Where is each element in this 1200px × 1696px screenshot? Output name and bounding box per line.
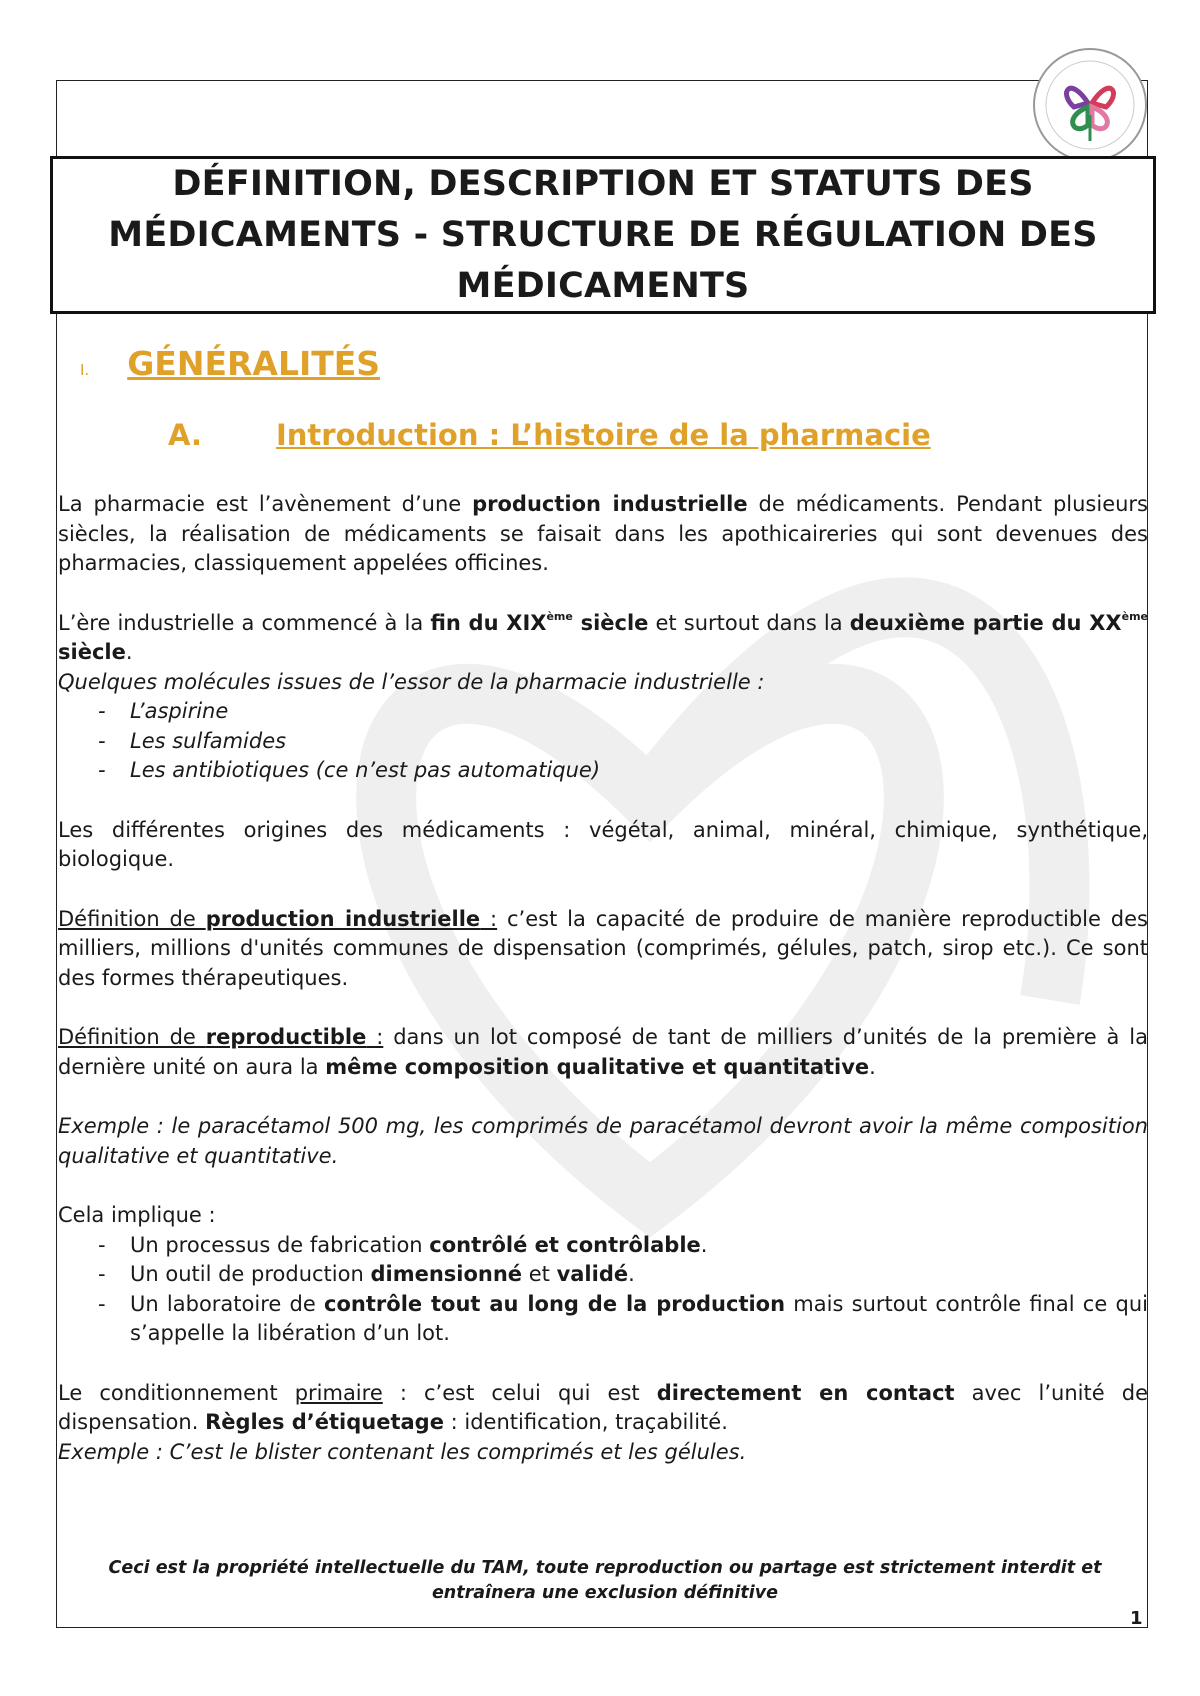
paragraph-industrial-era: L’ère industrielle a commencé à la fin du XIXème siècle et surtout dans la deuxième partie du XXème siècle. bbox=[58, 609, 1148, 664]
subsection-heading bbox=[168, 418, 931, 452]
list-item: - Un processus de fabrication contrôlé et contrôlable. bbox=[58, 1231, 1148, 1261]
clover-hearts-logo-icon bbox=[1030, 45, 1150, 165]
list-item: - Les sulfamides bbox=[58, 727, 1148, 757]
list-item: - Les antibiotiques (ce n’est pas automatique) bbox=[58, 756, 1148, 786]
molecules-intro: Quelques molécules issues de l’essor de la pharmacie industrielle : bbox=[58, 669, 765, 694]
example-paracetamol: Exemple : le paracétamol 500 mg, les comprimés de paracétamol devront avoir la même composition qualitative et quantitative. bbox=[58, 1114, 1148, 1168]
document-title: DÉFINITION, DESCRIPTION ET STATUTS DES MÉDICAMENTS - STRUCTURE DE RÉGULATION DES MÉDICAMENTS bbox=[108, 163, 1098, 306]
definition-production: Définition de production industrielle : c’est la capacité de produire de manière reproductible des milliers, millions d'unités communes de dispensation (comprimés, gélules, patch, sirop etc.). Ce sont des formes thérapeutiques. bbox=[58, 906, 1148, 990]
copyright-footer: Ceci est la propriété intellectuelle du TAM, toute reproduction ou partage est strictement interdit et entraînera une exclusion définitive bbox=[108, 1558, 1102, 1603]
subsection-letter: A. bbox=[168, 418, 202, 452]
document-body bbox=[58, 490, 1148, 1467]
subsection-title: Introduction : L’histoire de la pharmacie bbox=[276, 418, 931, 452]
section-title: GÉNÉRALITÉS bbox=[127, 344, 381, 383]
paragraph-origins: Les différentes origines des médicaments : végétal, animal, minéral, chimique, synthétique, biologique. bbox=[58, 817, 1148, 871]
list-item: - L’aspirine bbox=[58, 697, 1148, 727]
page-number: 1 bbox=[1130, 1608, 1143, 1629]
example-blister: Exemple : C’est le blister contenant les comprimés et les gélules. bbox=[58, 1439, 747, 1464]
implies-intro: Cela implique : bbox=[58, 1203, 216, 1227]
molecules-list bbox=[58, 697, 1148, 786]
section-heading bbox=[80, 344, 380, 383]
definition-reproductible: Définition de reproductible : dans un lot composé de tant de milliers d’unités de la première à la dernière unité on aura la même composition qualitative et quantitative. bbox=[58, 1025, 1148, 1079]
document-title-box bbox=[50, 156, 1156, 314]
section-number: I. bbox=[80, 361, 90, 379]
list-item: - Un outil de production dimensionné et validé. bbox=[58, 1260, 1148, 1290]
implies-list bbox=[58, 1231, 1148, 1349]
paragraph-conditionnement: Le conditionnement primaire : c’est celui qui est directement en contact avec l’unité de dispensation. Règles d’étiquetage : identification, traçabilité. bbox=[58, 1380, 1148, 1434]
list-item: - Un laboratoire de contrôle tout au long de la production mais surtout contrôle final ce qui s’appelle la libération d’un lot. bbox=[58, 1290, 1148, 1349]
paragraph-intro: La pharmacie est l’avènement d’une production industrielle de médicaments. Pendant plusieurs siècles, la réalisation de médicaments se faisait dans les apothicaireries qui sont devenues des pharmacies, classiquement appelées officines. bbox=[58, 492, 1148, 575]
